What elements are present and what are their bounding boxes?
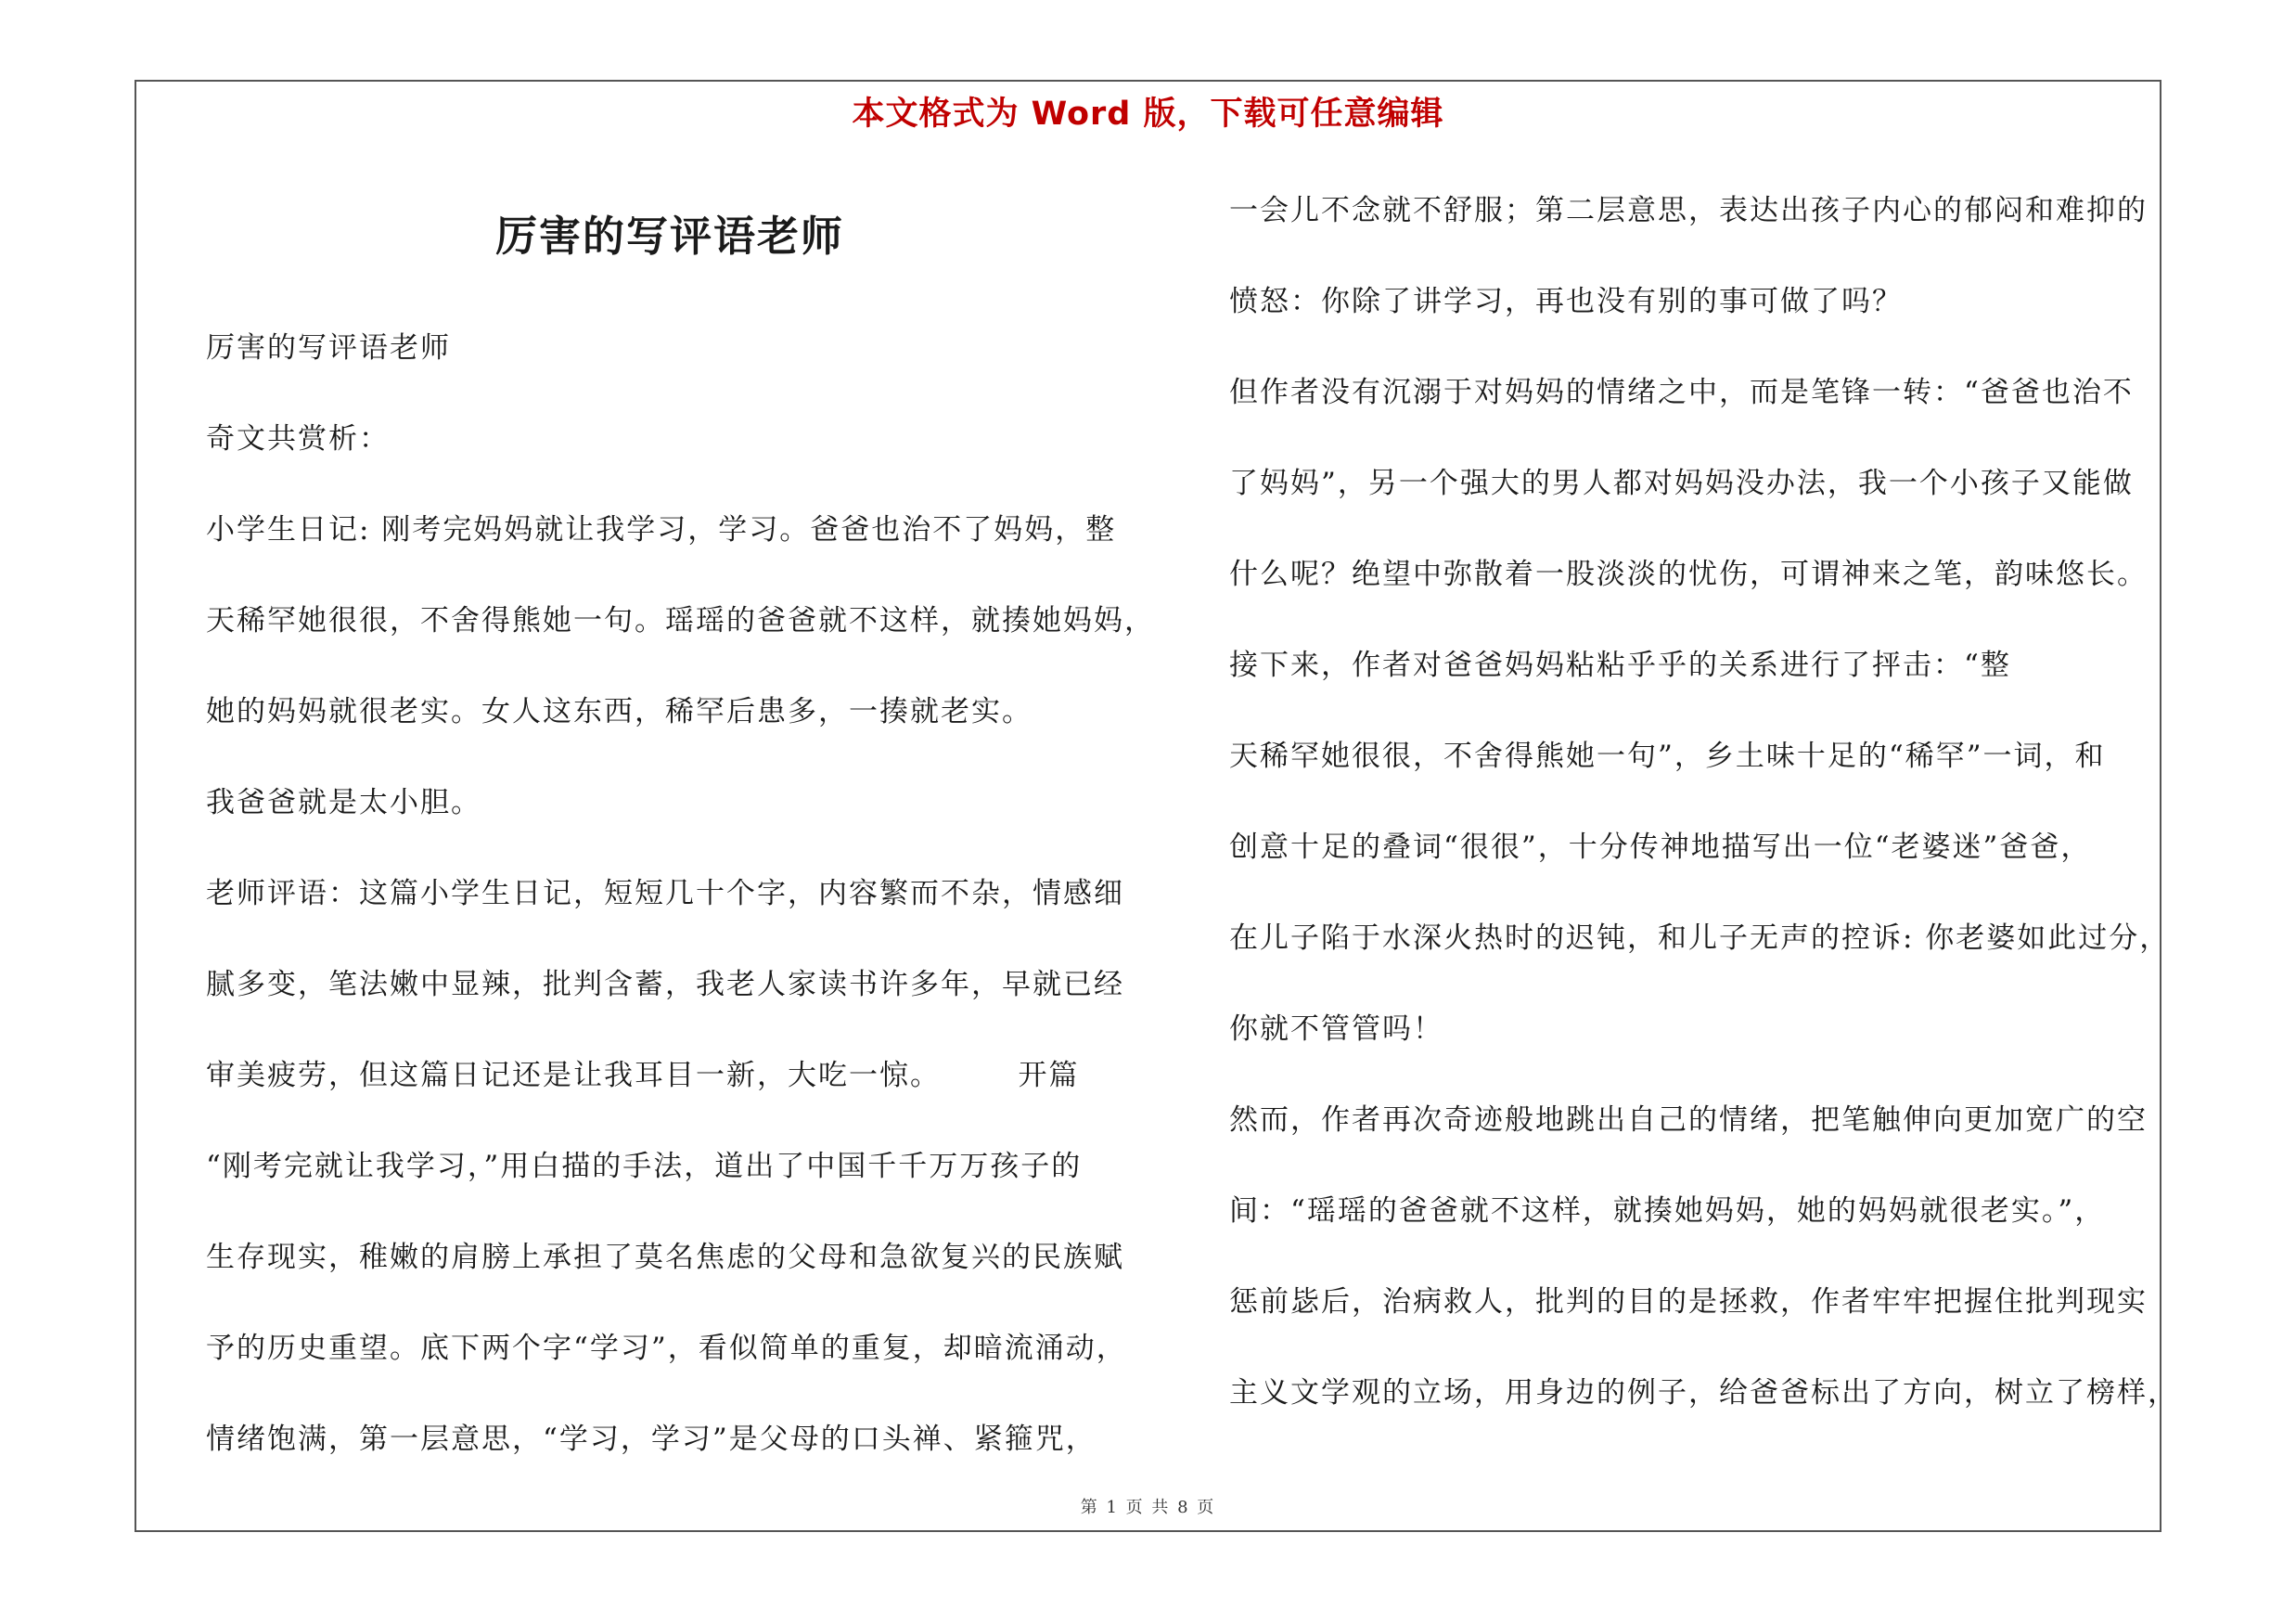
text-line: 予的历史重望。底下两个字“学习”，看似简单的重复，却暗流涌动， [206,1332,1127,1365]
text-line: 奇文共赏析： [206,422,390,456]
text-line: 一会儿不念就不舒服；第二层意思，表达出孩子内心的郁闷和难抑的 [1229,194,2148,227]
word-format-banner: 本文格式为 Word 版，下载可任意编辑 [852,96,1444,133]
text-line: 愤怒：你除了讲学习，再也没有别的事可做了吗？ [1229,285,1903,318]
text-line: 然而，作者再次奇迹般地跳出自己的情绪，把笔触伸向更加宽广的空 [1229,1103,2148,1137]
text-line: 天稀罕她很很，不舍得熊她一句。瑶瑶的爸爸就不这样，就揍她妈妈， [206,604,1155,638]
text-line: 你就不管管吗！ [1229,1012,1443,1046]
text-line: 我爸爸就是太小胆。 [206,786,481,819]
text-line: 腻多变，笔法嫩中显辣，批判含蓄，我老人家读书许多年，早就已经 [206,968,1124,1001]
text-line: 了妈妈”，另一个强大的男人都对妈妈没办法，我一个小孩子又能做 [1229,467,2134,500]
text-line: 在儿子陷于水深火热时的迟钝，和儿子无声的控诉: 你老婆如此过分， [1229,921,2171,955]
text-line: 接下来，作者对爸爸妈妈粘粘乎乎的关系进行了抨击：“整 [1229,649,2011,682]
text-line: 她的妈妈就很老实。女人这东西，稀罕后患多，一揍就老实。 [206,695,1033,728]
text-line: 情绪饱满，第一层意思，“学习，学习”是父母的口头禅、紧箍咒， [206,1423,1097,1456]
text-line: 什么呢？绝望中弥散着一股淡淡的忧伤，可谓神来之笔，韵味悠长。 [1229,558,2148,591]
page-number-footer: 第 1 页 共 8 页 [1080,1498,1216,1517]
text-line: 厉害的写评语老师 [206,331,451,365]
text-line: 间：“瑶瑶的爸爸就不这样，就揍她妈妈，她的妈妈就很老实。”， [1229,1194,2106,1228]
text-line: 老师评语：这篇小学生日记，短短几十个字，内容繁而不杂，情感细 [206,877,1124,910]
text-line: 但作者没有沉溺于对妈妈的情绪之中，而是笔锋一转：“爸爸也治不 [1229,376,2134,409]
text-line: 创意十足的叠词“很很”，十分传神地描写出一位“老婆迷”爸爸， [1229,831,2092,864]
text-line: “刚考完就让我学习，”用白描的手法，道出了中国千千万万孩子的 [206,1150,1083,1183]
text-line: 主义文学观的立场，用身边的例子，给爸爸标出了方向，树立了榜样， [1229,1376,2178,1410]
text-line: 生存现实，稚嫩的肩膀上承担了莫名焦虑的父母和急欲复兴的民族赋 [206,1241,1124,1274]
text-line: 审美疲劳，但这篇日记还是让我耳目一新，大吃一惊。 开篇 [206,1059,1080,1092]
document-title: 厉害的写评语老师 [494,212,844,261]
text-line: 惩前毖后，治病救人，批判的目的是拯救，作者牢牢把握住批判现实 [1229,1285,2148,1319]
text-line: 小学生日记: 刚考完妈妈就让我学习，学习。爸爸也治不了妈妈，整 [206,513,1117,547]
text-line: 天稀罕她很很，不舍得熊她一句”，乡土味十足的“稀罕”一词，和 [1229,740,2106,773]
